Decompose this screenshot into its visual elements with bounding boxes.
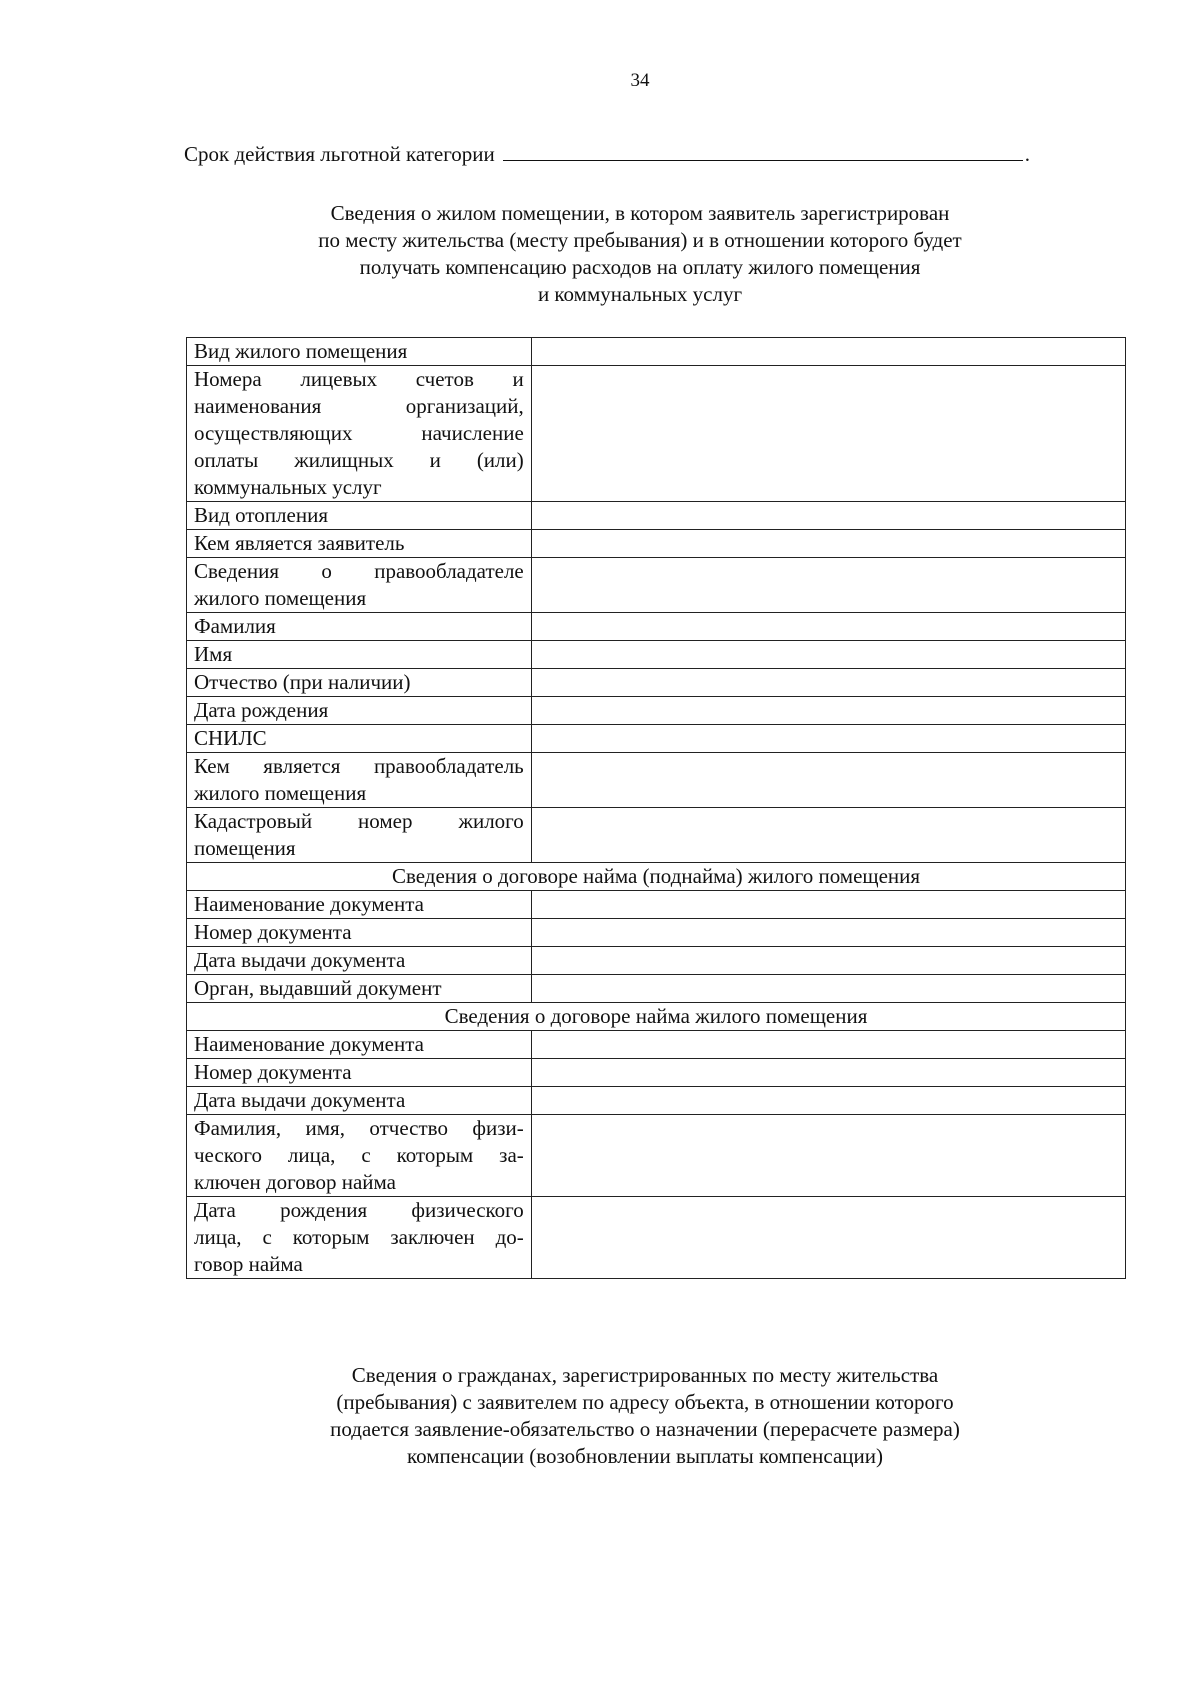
table-row [187, 669, 1126, 697]
table-row [187, 558, 1126, 613]
field-label-line: наименования организаций, [194, 394, 524, 418]
field-value-cell[interactable] [531, 558, 1125, 613]
page-number: 34 [630, 70, 650, 91]
field-value-cell[interactable] [531, 697, 1125, 725]
field-value-cell[interactable] [531, 1031, 1125, 1059]
field-value-cell[interactable] [531, 753, 1125, 808]
table-row [187, 891, 1126, 919]
field-value-cell[interactable] [531, 725, 1125, 753]
registered-citizens-heading [250, 1362, 1040, 1470]
field-label [187, 808, 532, 863]
table-row [187, 808, 1126, 863]
table-row [187, 725, 1126, 753]
field-label-line: жилого помещения [194, 586, 367, 610]
field-label-line: Фамилия [194, 614, 276, 638]
field-label-line: Номера лицевых счетов и [194, 367, 524, 391]
field-label-line: СНИЛС [194, 726, 267, 750]
heading-line: Сведения о гражданах, зарегистрированных по месту жительства [351, 1363, 939, 1387]
table-row [187, 1059, 1126, 1087]
field-label-line: Вид жилого помещения [194, 339, 408, 363]
field-value-cell[interactable] [531, 641, 1125, 669]
heading-line: Сведения о жилом помещении, в котором заявитель зарегистрирован [330, 201, 950, 225]
field-label [187, 753, 532, 808]
benefit-term-label: Срок действия льготной категории [184, 142, 495, 166]
field-label-line: Дата выдачи документа [194, 1088, 406, 1112]
table-row [187, 366, 1126, 502]
field-label-line: Дата рождения физического [194, 1198, 524, 1222]
field-label-line: Имя [194, 642, 233, 666]
field-label-line: лица, с которым заключен до- [194, 1225, 524, 1249]
field-value-cell[interactable] [531, 891, 1125, 919]
heading-line: компенсации (возобновлении выплаты компенсации) [407, 1444, 883, 1468]
table-row [187, 338, 1126, 366]
field-label [187, 919, 532, 947]
section-title: Сведения о договоре найма (поднайма) жилого помещения [187, 863, 1126, 891]
field-value-cell[interactable] [531, 502, 1125, 530]
field-label-line: Сведения о правообладателе [194, 559, 524, 583]
field-label-line: говор найма [194, 1252, 303, 1276]
housing-info-heading [240, 200, 1040, 308]
field-label [187, 558, 532, 613]
table-row [187, 947, 1126, 975]
field-value-cell[interactable] [531, 669, 1125, 697]
field-label-line: жилого помещения [194, 781, 367, 805]
table-row [187, 1197, 1126, 1279]
heading-line: (пребывания) с заявителем по адресу объекта, в отношении которого [336, 1390, 954, 1414]
section-title: Сведения о договоре найма жилого помещения [187, 1003, 1126, 1031]
field-value-cell[interactable] [531, 947, 1125, 975]
field-label [187, 1197, 532, 1279]
benefit-term-line [184, 142, 1030, 167]
field-label-line: Номер документа [194, 1060, 352, 1084]
heading-line: получать компенсацию расходов на оплату жилого помещения [359, 255, 921, 279]
field-value-cell[interactable] [531, 1087, 1125, 1115]
table-row [187, 502, 1126, 530]
heading-line: и коммунальных услуг [537, 282, 743, 306]
field-label [187, 613, 532, 641]
field-label-line: Номер документа [194, 920, 352, 944]
table-row [187, 975, 1126, 1003]
field-value-cell[interactable] [531, 1115, 1125, 1197]
field-label [187, 725, 532, 753]
field-label-line: ческого лица, с которым за- [194, 1143, 524, 1167]
field-value-cell[interactable] [531, 1197, 1125, 1279]
field-label-line: Наименование документа [194, 1032, 424, 1056]
field-label [187, 891, 532, 919]
field-label-line: осуществляющих начисление [194, 421, 524, 445]
field-label-line: коммунальных услуг [194, 475, 382, 499]
field-label [187, 530, 532, 558]
field-label [187, 502, 532, 530]
field-value-cell[interactable] [531, 975, 1125, 1003]
field-label [187, 1059, 532, 1087]
field-label-line: ключен договор найма [194, 1170, 397, 1194]
table-row [187, 697, 1126, 725]
field-label [187, 1087, 532, 1115]
table-row [187, 613, 1126, 641]
field-value-cell[interactable] [531, 1059, 1125, 1087]
field-label-line: Кем является заявитель [194, 531, 405, 555]
field-label [187, 366, 532, 502]
table-row [187, 1087, 1126, 1115]
field-label-line: Дата рождения [194, 698, 329, 722]
field-label-line: Дата выдачи документа [194, 948, 406, 972]
benefit-term-end: . [1024, 142, 1031, 166]
field-label-line: помещения [194, 836, 296, 860]
field-value-cell[interactable] [531, 808, 1125, 863]
table-section-row [187, 1003, 1126, 1031]
field-label [187, 1115, 532, 1197]
table-row [187, 1115, 1126, 1197]
field-value-cell[interactable] [531, 530, 1125, 558]
heading-line: по месту жительства (месту пребывания) и в отношении которого будет [318, 228, 962, 252]
table-row [187, 919, 1126, 947]
field-label [187, 947, 532, 975]
field-label [187, 975, 532, 1003]
table-row [187, 1031, 1126, 1059]
table-row [187, 530, 1126, 558]
field-label-line: Орган, выдавший документ [194, 976, 442, 1000]
housing-info-table [186, 337, 1126, 1279]
field-label [187, 697, 532, 725]
field-label-line: Вид отопления [194, 503, 328, 527]
field-label-line: Фамилия, имя, отчество физи- [194, 1116, 524, 1140]
field-label [187, 338, 532, 366]
field-label-line: Кем является правообладатель [194, 754, 524, 778]
field-value-cell[interactable] [531, 613, 1125, 641]
field-label-line: Кадастровый номер жилого [194, 809, 524, 833]
table-section-row [187, 863, 1126, 891]
field-label [187, 669, 532, 697]
field-value-cell[interactable] [531, 919, 1125, 947]
field-label-line: оплаты жилищных и (или) [194, 448, 524, 472]
field-label [187, 1031, 532, 1059]
field-value-cell[interactable] [531, 338, 1125, 366]
field-label-line: Отчество (при наличии) [194, 670, 411, 694]
benefit-term-blank[interactable] [503, 142, 1023, 161]
field-label-line: Наименование документа [194, 892, 424, 916]
field-label [187, 641, 532, 669]
table-row [187, 641, 1126, 669]
heading-line: подается заявление-обязательство о назначении (перерасчете размера) [330, 1417, 960, 1441]
table-row [187, 753, 1126, 808]
field-value-cell[interactable] [531, 366, 1125, 502]
